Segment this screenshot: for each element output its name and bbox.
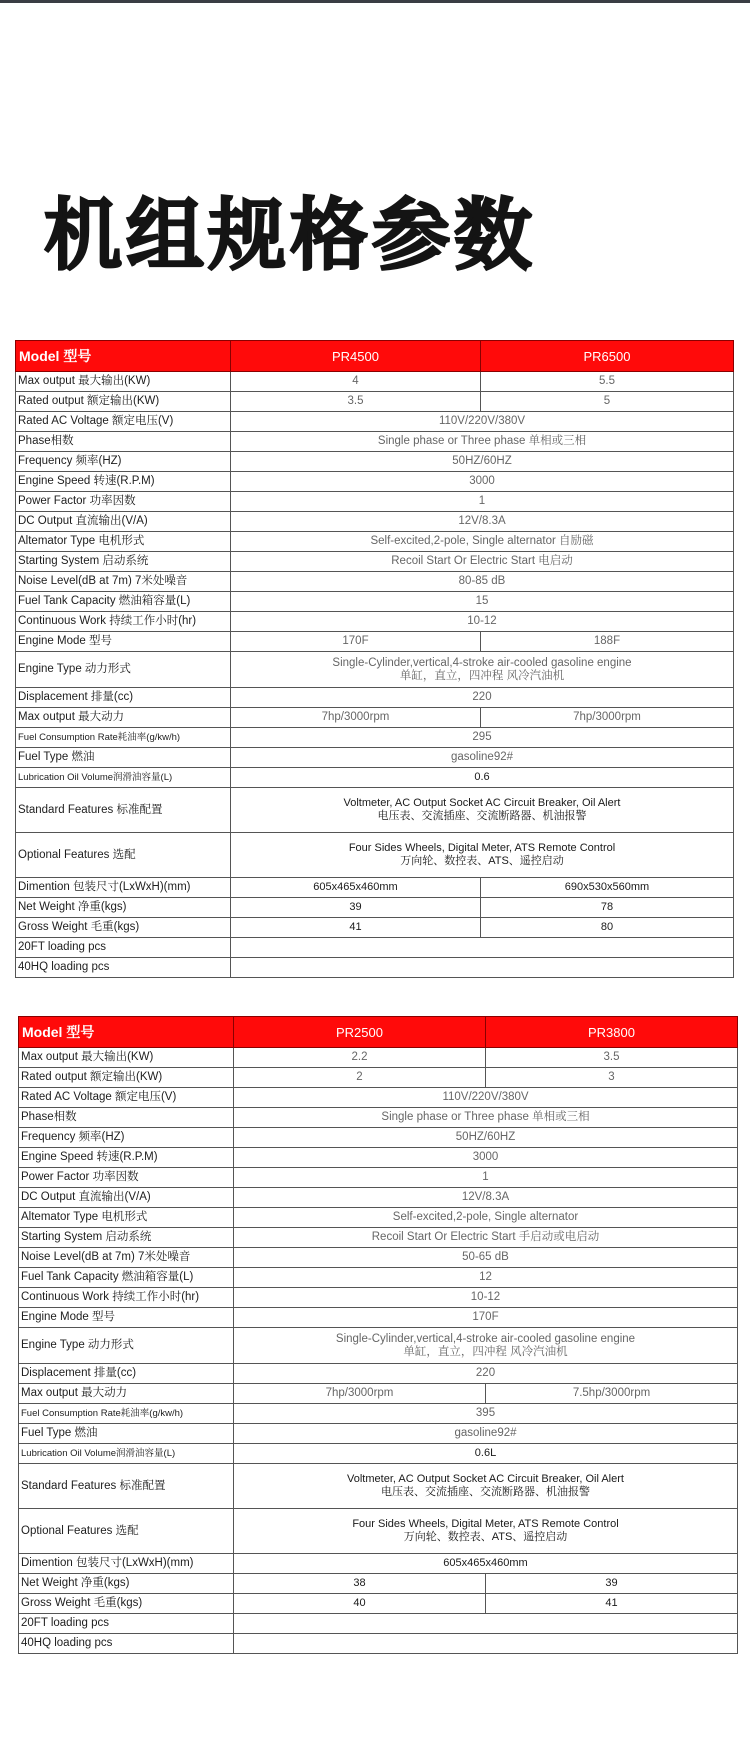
spec-value: 41 [486, 1594, 738, 1614]
spec-value-line: 电压表、交流插座、交流断路器、机油报警 [381, 1486, 590, 1498]
spec-value: Single phase or Three phase 单相或三相 [234, 1108, 738, 1128]
table-row [16, 898, 734, 918]
table-row [19, 1364, 738, 1384]
table-row [19, 1328, 738, 1364]
table-row [16, 748, 734, 768]
table-row [16, 492, 734, 512]
spec-value [234, 1464, 738, 1509]
model-header-label: Model 型号 [16, 341, 231, 372]
spec-value: 2 [234, 1068, 486, 1088]
spec-label: Dimention 包装尺寸(LxWxH)(mm) [19, 1554, 234, 1574]
table-row [19, 1308, 738, 1328]
spec-value [234, 1328, 738, 1364]
spec-value: Self-excited,2-pole, Single alternator 自励磁 [231, 532, 734, 552]
table-row [19, 1148, 738, 1168]
spec-value-line: Single-Cylinder,vertical,4-stroke air-cooled gasoline engine [332, 656, 632, 669]
table-row [19, 1444, 738, 1464]
table-row [16, 918, 734, 938]
table-header-row [16, 341, 734, 372]
spec-value-line: Single-Cylinder,vertical,4-stroke air-cooled gasoline engine [335, 1332, 636, 1345]
spec-label: Engine Speed 转速(R.P.M) [19, 1148, 234, 1168]
spec-value-line: 电压表、交流插座、交流断路器、机油报警 [377, 810, 587, 822]
table-row [19, 1509, 738, 1554]
table-row [19, 1268, 738, 1288]
spec-value-line: Four Sides Wheels, Digital Meter, ATS Remote Control [352, 1518, 619, 1530]
table-row [19, 1168, 738, 1188]
spec-value: 39 [486, 1574, 738, 1594]
spec-value [231, 938, 734, 958]
spec-value: 80-85 dB [231, 572, 734, 592]
spec-label: Engine Mode 型号 [16, 632, 231, 652]
spec-value: 12V/8.3A [234, 1188, 738, 1208]
spec-label: Frequency 频率(HZ) [19, 1128, 234, 1148]
spec-value: 3.5 [486, 1048, 738, 1068]
table-row [16, 472, 734, 492]
spec-label: Rated output 额定输出(KW) [19, 1068, 234, 1088]
spec-value: 0.6 [231, 768, 734, 788]
spec-label: Lubrication Oil Volume润滑油容量(L) [19, 1444, 234, 1464]
table-row [16, 552, 734, 572]
table-row [16, 532, 734, 552]
spec-label: Dimention 包装尺寸(LxWxH)(mm) [16, 878, 231, 898]
spec-value: 5 [481, 392, 734, 412]
spec-value: 110V/220V/380V [234, 1088, 738, 1108]
table-row [19, 1288, 738, 1308]
table-row [16, 878, 734, 898]
spec-value: 38 [234, 1574, 486, 1594]
table-row [19, 1188, 738, 1208]
table-row [16, 688, 734, 708]
spec-label: Noise Level(dB at 7m) 7米处噪音 [19, 1248, 234, 1268]
spec-value [234, 1634, 738, 1654]
spec-label: Max output 最大输出(KW) [16, 372, 231, 392]
spec-label: Max output 最大动力 [16, 708, 231, 728]
spec-value: 41 [231, 918, 481, 938]
spec-label: Continuous Work 持续工作小时(hr) [19, 1288, 234, 1308]
spec-value: Self-excited,2-pole, Single alternator [234, 1208, 738, 1228]
spec-value [231, 652, 734, 688]
spec-label: 20FT loading pcs [19, 1614, 234, 1634]
table-row [16, 572, 734, 592]
spec-value: 10-12 [231, 612, 734, 632]
spec-value: 605x465x460mm [234, 1554, 738, 1574]
table-row [19, 1594, 738, 1614]
table-row [19, 1404, 738, 1424]
spec-value: gasoline92# [234, 1424, 738, 1444]
spec-label: Optional Features 选配 [19, 1509, 234, 1554]
spec-label: Displacement 排量(cc) [16, 688, 231, 708]
spec-value: 50HZ/60HZ [231, 452, 734, 472]
spec-value: 0.6L [234, 1444, 738, 1464]
spec-label: Power Factor 功率因数 [19, 1168, 234, 1188]
spec-value: 170F [234, 1308, 738, 1328]
table-row [19, 1614, 738, 1634]
spec-label: Displacement 排量(cc) [19, 1364, 234, 1384]
table-row [19, 1248, 738, 1268]
table-row [16, 728, 734, 748]
model-name-cell: PR3800 [486, 1017, 738, 1048]
spec-label: Fuel Tank Capacity 燃油箱容量(L) [19, 1268, 234, 1288]
spec-value: 170F [231, 632, 481, 652]
spec-value [234, 1509, 738, 1554]
spec-label: 20FT loading pcs [16, 938, 231, 958]
spec-value: 3000 [234, 1148, 738, 1168]
spec-value: 3 [486, 1068, 738, 1088]
spec-value: 690x530x560mm [481, 878, 734, 898]
spec-value [231, 788, 734, 833]
spec-label: Fuel Consumption Rate耗油率(g/kw/h) [19, 1404, 234, 1424]
table-row [19, 1424, 738, 1444]
spec-value [231, 958, 734, 978]
spec-value: gasoline92# [231, 748, 734, 768]
table-row [16, 452, 734, 472]
model-header-label: Model 型号 [19, 1017, 234, 1048]
spec-label: Lubrication Oil Volume润滑油容量(L) [16, 768, 231, 788]
spec-value: 5.5 [481, 372, 734, 392]
table-row [16, 833, 734, 878]
spec-value: 80 [481, 918, 734, 938]
top-bar [0, 0, 750, 3]
spec-label: Rated output 额定输出(KW) [16, 392, 231, 412]
spec-value: Single phase or Three phase 单相或三相 [231, 432, 734, 452]
spec-value-line: 单缸，直立，四冲程 风冷汽油机 [403, 1345, 568, 1358]
spec-label: Fuel Type 燃油 [16, 748, 231, 768]
spec-label: Starting System 启动系统 [19, 1228, 234, 1248]
spec-table-2 [18, 1016, 738, 1654]
spec-label: Engine Speed 转速(R.P.M) [16, 472, 231, 492]
table-row [19, 1108, 738, 1128]
model-name-cell: PR4500 [231, 341, 481, 372]
spec-value: 2.2 [234, 1048, 486, 1068]
table-row [19, 1634, 738, 1654]
spec-label: Starting System 启动系统 [16, 552, 231, 572]
table-row [16, 788, 734, 833]
spec-value: 40 [234, 1594, 486, 1614]
spec-value: 12V/8.3A [231, 512, 734, 532]
spec-label: DC Output 直流输出(V/A) [16, 512, 231, 532]
table-row [19, 1554, 738, 1574]
table-row [16, 612, 734, 632]
table-row [16, 768, 734, 788]
spec-label: Rated AC Voltage 额定电压(V) [19, 1088, 234, 1108]
table-row [19, 1574, 738, 1594]
spec-label: Standard Features 标准配置 [16, 788, 231, 833]
spec-label: Max output 最大动力 [19, 1384, 234, 1404]
spec-value: 1 [234, 1168, 738, 1188]
table-row [19, 1384, 738, 1404]
spec-value [231, 833, 734, 878]
spec-value: 605x465x460mm [231, 878, 481, 898]
spec-label: Altemator Type 电机形式 [16, 532, 231, 552]
spec-value-line: Voltmeter, AC Output Socket AC Circuit Breaker, Oil Alert [347, 1473, 624, 1485]
spec-value: 3000 [231, 472, 734, 492]
spec-value: 50HZ/60HZ [234, 1128, 738, 1148]
model-name-cell: PR6500 [481, 341, 734, 372]
table-row [19, 1464, 738, 1509]
spec-label: Rated AC Voltage 额定电压(V) [16, 412, 231, 432]
spec-label: DC Output 直流输出(V/A) [19, 1188, 234, 1208]
spec-label: Fuel Type 燃油 [19, 1424, 234, 1444]
spec-value-line: 万向轮、数控表、ATS、遥控启动 [403, 1531, 568, 1543]
spec-label: Frequency 频率(HZ) [16, 452, 231, 472]
spec-value: 12 [234, 1268, 738, 1288]
spec-value [234, 1614, 738, 1634]
table-row [16, 938, 734, 958]
table-row [16, 592, 734, 612]
spec-value: 1 [231, 492, 734, 512]
spec-value: Recoil Start Or Electric Start 手启动或电启动 [234, 1228, 738, 1248]
spec-value: 7hp/3000rpm [234, 1384, 486, 1404]
spec-label: Altemator Type 电机形式 [19, 1208, 234, 1228]
table-row [16, 412, 734, 432]
spec-label: Optional Features 选配 [16, 833, 231, 878]
spec-label: Fuel Consumption Rate耗油率(g/kw/h) [16, 728, 231, 748]
spec-value: Recoil Start Or Electric Start 电启动 [231, 552, 734, 572]
spec-value: 110V/220V/380V [231, 412, 734, 432]
spec-value-line: 单缸，直立，四冲程 风冷汽油机 [399, 669, 565, 682]
spec-value-line: Voltmeter, AC Output Socket AC Circuit Breaker, Oil Alert [343, 797, 621, 809]
spec-label: Engine Mode 型号 [19, 1308, 234, 1328]
spec-label: Continuous Work 持续工作小时(hr) [16, 612, 231, 632]
table-row [19, 1228, 738, 1248]
spec-value: 7hp/3000rpm [481, 708, 734, 728]
spec-label: Phase相数 [19, 1108, 234, 1128]
table-row [19, 1208, 738, 1228]
model-name-cell: PR2500 [234, 1017, 486, 1048]
spec-label: Engine Type 动力形式 [19, 1328, 234, 1364]
spec-value: 295 [231, 728, 734, 748]
spec-value: 220 [231, 688, 734, 708]
table-row [19, 1128, 738, 1148]
spec-value: 78 [481, 898, 734, 918]
spec-value: 7.5hp/3000rpm [486, 1384, 738, 1404]
table-row [19, 1088, 738, 1108]
table-row [19, 1068, 738, 1088]
spec-label: Gross Weight 毛重(kgs) [19, 1594, 234, 1614]
table-row [19, 1048, 738, 1068]
spec-label: 40HQ loading pcs [16, 958, 231, 978]
spec-value: 4 [231, 372, 481, 392]
spec-value: 7hp/3000rpm [231, 708, 481, 728]
table-row [16, 958, 734, 978]
table-row [16, 432, 734, 452]
spec-label: Power Factor 功率因数 [16, 492, 231, 512]
table-row [16, 652, 734, 688]
spec-label: Standard Features 标准配置 [19, 1464, 234, 1509]
spec-table-1 [15, 340, 734, 978]
spec-label: Fuel Tank Capacity 燃油箱容量(L) [16, 592, 231, 612]
spec-value: 50-65 dB [234, 1248, 738, 1268]
spec-label: Engine Type 动力形式 [16, 652, 231, 688]
spec-value: 188F [481, 632, 734, 652]
spec-label: Gross Weight 毛重(kgs) [16, 918, 231, 938]
spec-value-line: Four Sides Wheels, Digital Meter, ATS Remote Control [348, 842, 616, 854]
spec-value: 220 [234, 1364, 738, 1384]
table-header-row [19, 1017, 738, 1048]
spec-value: 395 [234, 1404, 738, 1424]
spec-value: 39 [231, 898, 481, 918]
spec-label: Net Weight 净重(kgs) [16, 898, 231, 918]
table-row [16, 372, 734, 392]
table-row [16, 632, 734, 652]
spec-value: 10-12 [234, 1288, 738, 1308]
spec-value: 15 [231, 592, 734, 612]
spec-label: Noise Level(dB at 7m) 7米处噪音 [16, 572, 231, 592]
spec-label: Max output 最大输出(KW) [19, 1048, 234, 1068]
table-row [16, 708, 734, 728]
table-row [16, 512, 734, 532]
spec-label: 40HQ loading pcs [19, 1634, 234, 1654]
page-title: 机组规格参数 [44, 191, 537, 281]
table-row [16, 392, 734, 412]
spec-label: Phase相数 [16, 432, 231, 452]
spec-value: 3.5 [231, 392, 481, 412]
spec-value-line: 万向轮、数控表、ATS、遥控启动 [400, 855, 564, 867]
spec-label: Net Weight 净重(kgs) [19, 1574, 234, 1594]
